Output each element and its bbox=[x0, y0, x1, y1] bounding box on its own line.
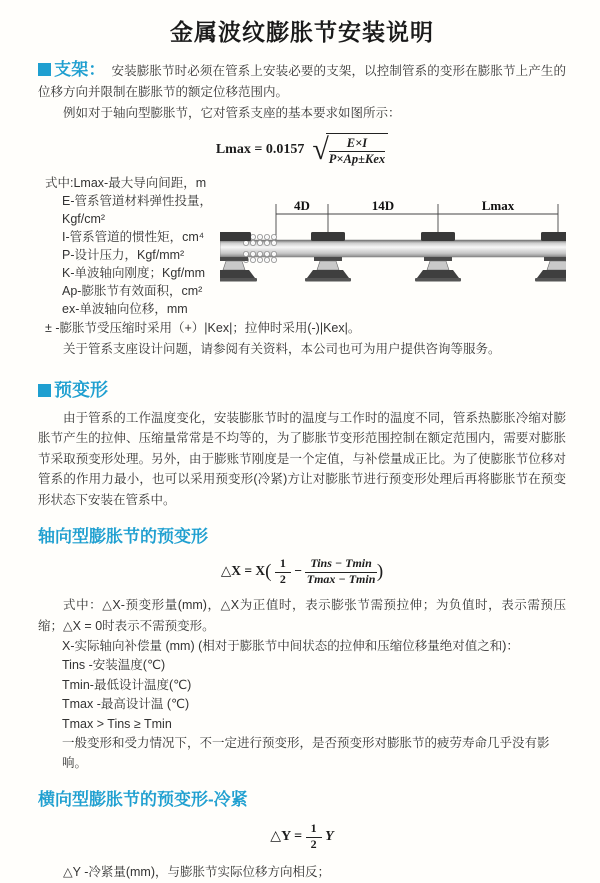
lateral-formula-rhs: Y bbox=[325, 829, 334, 845]
predeform-heading-label: 预变形 bbox=[54, 379, 108, 400]
lateral-formula bbox=[38, 822, 566, 852]
support-example-line: 例如对于轴向型膨胀节，它对管系支座的基本要求如图所示： bbox=[63, 106, 401, 120]
axial-explain-paragraph: 式中：△X-预变形量(mm)，△X为正值时，表示膨张节需预拉伸；为负值时，表示需预压缩；△X = 0时表示不需预变形。 bbox=[38, 597, 566, 633]
variables-block bbox=[38, 174, 566, 318]
formula-var-line: Ap-膨胀节有效面积，cm² bbox=[62, 283, 203, 298]
support-section-heading bbox=[38, 60, 106, 79]
open-paren: ( bbox=[265, 561, 272, 583]
lmax-formula-numerator: E×I bbox=[329, 136, 385, 152]
page-title: 金属波纹膨胀节安装说明 bbox=[170, 19, 434, 45]
lateral-formula-lhs: △Y = bbox=[270, 829, 303, 845]
sqrt-body bbox=[326, 133, 388, 167]
lateral-note-line: △Y -冷紧量(mm)，与膨胀节实际位移方向相反； bbox=[63, 864, 331, 879]
lmax-formula bbox=[38, 133, 566, 167]
close-paren: ) bbox=[376, 561, 384, 583]
lateral-subheading: 横向型膨胀节的预变形-冷紧 bbox=[38, 790, 248, 810]
axial-formula-lhs: △X = X bbox=[220, 563, 266, 579]
sqrt-radical-icon: √ bbox=[312, 132, 329, 166]
square-bullet-icon bbox=[38, 384, 51, 397]
axial-var-line: Tins -安装温度(℃) bbox=[62, 658, 166, 673]
support-intro-paragraph bbox=[38, 59, 566, 103]
temp-frac-denominator: Tmax − Tmin bbox=[306, 572, 376, 587]
formula-var-line: K-单波轴向刚度；Kgf/mm bbox=[62, 265, 206, 280]
axial-var-line: Tmax -最高设计温 (℃) bbox=[62, 697, 190, 712]
lateral-half-numerator: 1 bbox=[306, 822, 322, 838]
temp-frac-numerator: Tins − Tmin bbox=[305, 557, 377, 573]
lateral-half-denominator: 2 bbox=[310, 837, 317, 852]
half-denominator: 2 bbox=[279, 572, 286, 587]
predeform-body-paragraph: 由于管系的工作温度变化，安装膨胀节时的温度与工作时的温度不同，管系热膨胀冷缩对膨胀节产生的拉伸、压缩量常常是不均等的，为了膨胀节变形范围控制在额定范围内，需要对膨胀节采取预变形处理。另外，由于膨账节刚度是一个定值，与补偿量成正比。为了使膨胀节位移对管系的作用力最小，也可以采用预变形(冷紧)方让对膨胀节进行预变形处理后再将膨胀节在预变形状态下安装在管系中。 bbox=[38, 410, 566, 507]
support-intro-text: 安装膨胀节时必须在管系上安装必要的支架，以控制管系的变形在膨胀节上产生的位移方向并限制在膨胀节的额定位移范围内。 bbox=[38, 64, 566, 99]
axial-var-line: Tmin-最低设计温度(℃) bbox=[62, 677, 192, 692]
dim-label-lmax: Lmax bbox=[481, 197, 515, 213]
axial-subheading: 轴向型膨胀节的预变形 bbox=[38, 527, 208, 547]
axial-formula bbox=[38, 557, 566, 587]
axial-note-line: 一般变形和受力情况下，不一定进行预变形，是否预变形对膨胀节的疲劳寿命几乎没有影响。 bbox=[62, 736, 550, 770]
square-bullet-icon bbox=[38, 63, 51, 76]
plusminus-note: ± -膨胀节受压缩时采用（+）|Kex|；拉伸时采用(-)|Kex|。 bbox=[45, 320, 361, 335]
lmax-formula-denominator: P×Ap±Kex bbox=[328, 152, 386, 167]
formula-var-line: ex-单波轴向位移，mm bbox=[62, 301, 188, 316]
axial-var-line: Tmax > Tins ≥ Tmin bbox=[62, 716, 172, 731]
dim-label-14d: 14D bbox=[371, 197, 395, 213]
minus-sign: − bbox=[294, 563, 302, 579]
half-numerator: 1 bbox=[275, 557, 291, 573]
lmax-formula-lhs: Lmax = 0.0157 bbox=[215, 142, 305, 158]
formula-var-line: 式中:Lmax-最大导向间距，m bbox=[45, 175, 207, 190]
formula-var-line: P-设计压力，Kgf/mm² bbox=[62, 247, 185, 262]
dim-label-4d: 4D bbox=[294, 197, 310, 213]
support-heading-label: 支架： bbox=[54, 60, 106, 79]
predeform-section-heading bbox=[38, 376, 566, 402]
consult-note: 关于管系支座设计问题，请参阅有关资料，本公司也可为用户提供咨询等服务。 bbox=[63, 341, 501, 356]
formula-var-line: E-管系管道材料弹性投量，Kgf/cm² bbox=[62, 193, 213, 226]
axial-var-line: X-实际轴向补偿量 (mm) (相对于膨胀节中间状态的拉伸和压缩位移量绝对值之和)： bbox=[62, 638, 519, 653]
pipe-support-diagram bbox=[220, 198, 566, 297]
formula-var-line: I-管系管道的惯性矩，cm⁴ bbox=[62, 229, 205, 244]
